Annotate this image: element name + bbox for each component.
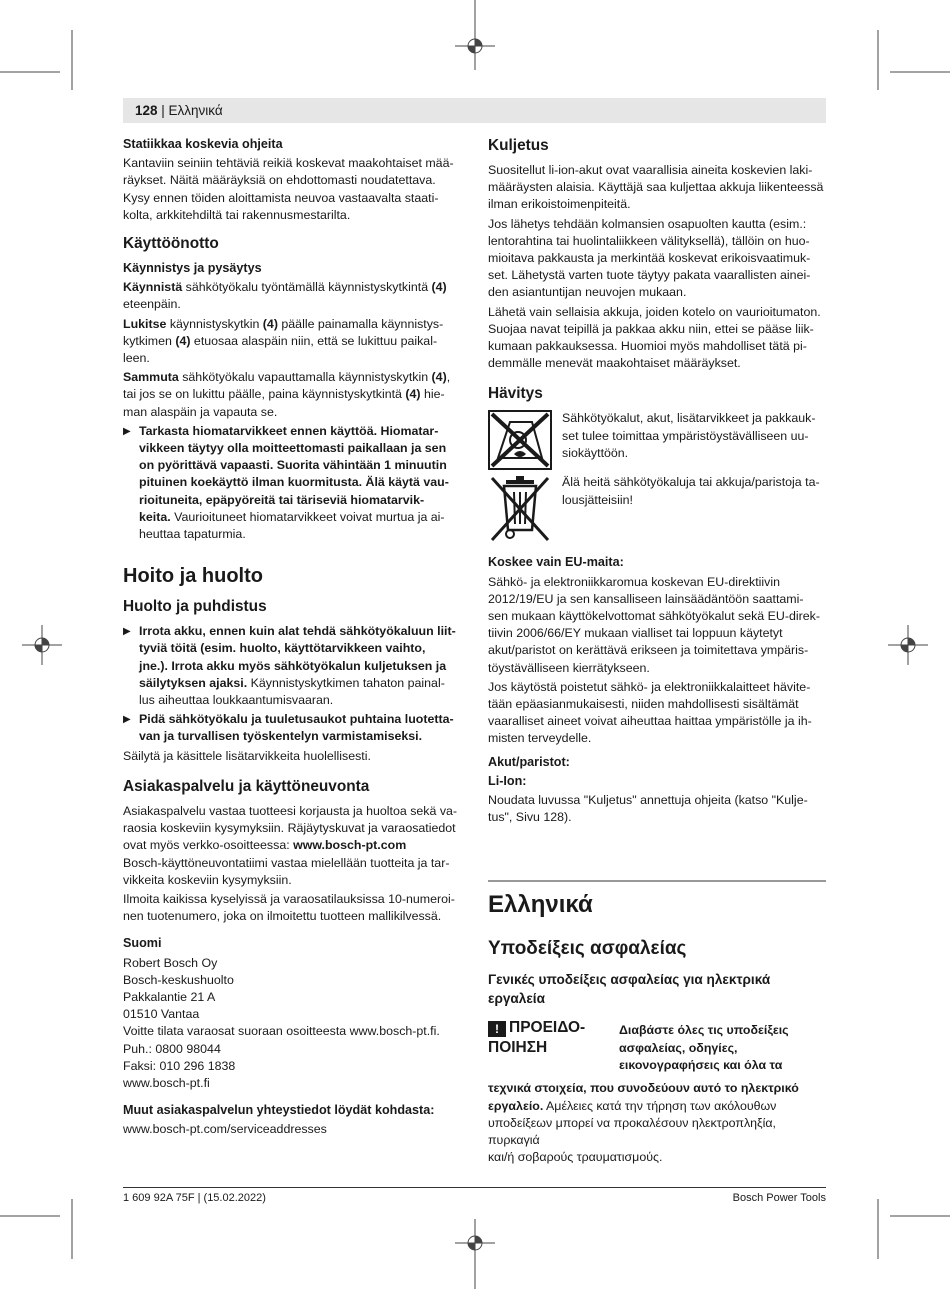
liion-text: Noudata luvussa "Kuljetus" annettuja ohjeita (katso "Kulje- tus", Sivu 128). — [488, 793, 808, 825]
crossed-wheelie-bin-icon — [488, 474, 552, 544]
maintenance-title: Huolto ja puhdistus — [123, 598, 267, 616]
more-contacts-title: Muut asiakaspalvelun yhteystiedot löydät kohdasta: — [123, 1103, 435, 1118]
bullet-arrow-icon: ▶ — [123, 714, 131, 726]
footer-doc-id: 1 609 92A 75F | (15.02.2022) — [123, 1192, 266, 1204]
header-separator: | — [157, 103, 169, 118]
page-number: 128 — [135, 103, 158, 118]
more-contacts-url[interactable]: www.bosch-pt.com/serviceaddresses — [123, 1122, 327, 1137]
website-link[interactable]: www.bosch-pt.fi — [123, 1075, 210, 1090]
warning-text-continuation: τεχνικά στοιχεία, που συνοδεύουν αυτό το ηλεκτρικό εργαλείο. Αμέλειες κατά την τήρηση των ακόλουθων υποδείξεων μπορεί να προκαλέσουν ηλεκτροπληξία, πυρκαγιά και/ή σοβαρούς τραυματισμούς. — [488, 1081, 799, 1165]
address-block: Robert Bosch Oy Bosch-keskushuolto Pakkalantie 21 A 01510 Vantaa Voitte tilata varaosat suoraan osoitteesta www.bosch-pt.fi. Puh.: 0800 98044 Faksi: 010 296 1838 www.bosch-pt.fi — [123, 955, 440, 1090]
batteries-title: Akut/paristot: — [488, 754, 570, 769]
section-divider — [488, 880, 826, 882]
store-text: Säilytä ja käsittele lisätarvikkeita huolellisesti. — [123, 748, 371, 763]
warning-block — [488, 1018, 826, 1080]
bullet-arrow-icon: ▶ — [123, 626, 131, 638]
disposal-text-1: Sähkötyökalut, akut, lisätarvikkeet ja pakkauk- set tulee toimittaa ympäristöystävälliseen uu- siokäyttöön. — [562, 411, 816, 460]
liion-title: Li-Ion: — [488, 773, 527, 788]
country-title: Suomi — [123, 936, 162, 951]
start-text: Käynnistä sähkötyökalu työntämällä käynnistyskytkintä (4) eteenpäin. — [123, 280, 447, 312]
disposal-recycle — [488, 410, 826, 470]
eu-text-2: Jos käytöstä poistetut sähkö- ja elektroniikkalaitteet hävite- tään epäasianmukaisesti, niiden mahdollisesti sisältämät vaaralliset aineet voivat aiheuttaa haittaa ympäristölle ja ih- misten terveydelle. — [488, 679, 812, 746]
greek-safety-title: Υποδείξεις ασφαλείας — [488, 938, 687, 960]
disposal-text-2: Älä heitä sähkötyökaluja tai akkuja/paristoja ta- lousjätteisiin! — [562, 475, 820, 507]
lock-text: Lukitse käynnistyskytkin (4) päälle painamalla käynnistys- kytkimen (4) etuosaa alaspäin niin, että se lukittuu paikal- leen. — [123, 316, 444, 366]
check-accessories-bullet: ▶ Tarkasta hiomatarvikkeet ennen käyttöä. Hiomatar- vikkeen täytyy olla moitteettomasti paikallaan ja sen on pyörittävä vapaasti. Suorita vähintään 1 minuutin pituinen koekäyttö ilman kuormitusta. Älä käytä vau- rioituneita, epäpyöreitä tai täriseviä hiomatarvik- keita. Vaurioituneet hiomatarvikkeet voivat murtua ja ai- heuttaa tapaturmia. — [123, 423, 449, 542]
footer-brand: Bosch Power Tools — [732, 1192, 826, 1204]
left-column — [123, 136, 461, 1141]
transport-text-3: Lähetä vain sellaisia akkuja, joiden kotelo on vaurioitumaton. Suojaa navat teipillä ja pakkaa akku niin, ettei se pääse liik- kumaan pakkauksessa. Huomioi myös mahdolliset tätä pi- demmälle menevät maakohtaiset määräykset. — [488, 304, 821, 371]
disposal-title: Hävitys — [488, 385, 543, 403]
warning-label: ! ΠΡΟΕΙΔΟ- ΠΟΙΗΣΗ — [488, 1019, 586, 1057]
transport-text-1: Suositellut li-ion-akut ovat vaarallisia aineita koskevien laki- määräysten alaisia. Käyttäjä saa kuljettaa akkuja liikenteessä ilman erikoistoimenpiteitä. — [488, 163, 824, 212]
remove-battery-bullet: ▶ Irrota akku, ennen kuin alat tehdä sähkötyökaluun liit- tyviä töitä (esim. huolto, käyttötarvikkeen vaihto, jne.). Irrota akku myös sähkötyökalun kuljetuksen ja säilytyksen ajaksi. Käynnistyskytkimen tahaton painal- lus aiheuttaa loukkaantumisvaaran. — [123, 624, 456, 708]
page-header-bar — [123, 98, 826, 123]
care-title: Hoito ja huolto — [123, 565, 263, 588]
right-column — [488, 136, 826, 1169]
stop-text: Sammuta sähkötyökalu vapauttamalla käynnistyskytkin (4), tai jos se on lukittu päälle, paina käynnistyskytkintä (4) hie- man alaspäin ja vapauta se. — [123, 370, 451, 419]
eu-title: Koskee vain EU-maita: — [488, 555, 624, 570]
service-title: Asiakaspalvelu ja käyttöneuvonta — [123, 777, 370, 795]
keep-clean-bullet: ▶ Pidä sähkötyökalu ja tuuletusaukot puhtaina luotetta- van ja turvallisen työskentelyn varmistamiseksi. — [123, 712, 454, 744]
start-stop-title: Käynnistys ja pysäytys — [123, 261, 262, 276]
no-trash-recycle-icon — [488, 410, 552, 470]
footer-rule — [123, 1187, 826, 1188]
warning-triangle-icon: ! — [488, 1021, 506, 1037]
header-language: Ελληνικά — [168, 103, 223, 118]
greek-general-title: Γενικές υποδείξεις ασφαλείας για ηλεκτρικά εργαλεία — [488, 972, 771, 1007]
bullet-arrow-icon: ▶ — [123, 425, 131, 437]
statics-text: Kantaviin seiniin tehtäviä reikiä koskevat maakohtaiset mää- räykset. Näitä määräyksiä on ehdottomasti noudatettava. Kysy ennen töiden aloittamista neuvoa vastaavalta staati- kolta, arkkitehdiltä tai rakennusmestarilta. — [123, 156, 454, 222]
eu-text-1: Sähkö- ja elektroniikkaromua koskevan EU-direktiivin 2012/19/EU ja sen kansalliseen lainsäädäntöön saattami- sen mukaan käyttökelvottomat sähkötyökalut sekä EU-direk- tiivin 2006/66/EY mukaan vialliset tai loppuun käytetyt akut/paristot on kerättävä erikseen ja toimitettava ympäris- töystävälliseen kierrätykseen. — [488, 574, 820, 675]
page-header — [135, 102, 223, 120]
transport-title: Kuljetus — [488, 137, 549, 154]
service-text-order: Ilmoita kaikissa kyselyissä ja varaosatilauksissa 10-numeroi- nen tuotenumero, joka on ilmoitettu tuotteen mallikilvessä. — [123, 891, 455, 924]
statics-title: Statiikkaa koskevia ohjeita — [123, 137, 283, 151]
transport-text-2: Jos lähetys tehdään kolmansien osapuolten kautta (esim.: lentorahtina tai huolintaliikkeen välityksellä), tällöin on huo- mioitava pakkausta ja merkintää koskevat erikoisvaatimuk- set. Lähetystä varten tuote täytyy pakata vaarallisten ainei- den asiantuntijan neuvojen mukaan. — [488, 216, 811, 300]
service-text: Asiakaspalvelu vastaa tuotteesi korjausta ja huoltoa sekä va- raosia koskeviin kysymyksiin. Räjäytyskuvat ja varaosatiedot ovat myös verkko-osoitteessa: www.bosch-pt.com Bosch-käyttöneuvontatiimi vastaa mielellään tuotteita ja tar- vikkeita koskeviin kysymyksiin. — [123, 803, 458, 887]
kayttoonotto-title: Käyttöönotto — [123, 235, 219, 253]
disposal-bin — [488, 474, 826, 544]
service-url-link[interactable]: www.bosch-pt.com — [293, 838, 407, 853]
warning-text-right: Διαβάστε όλες τις υποδείξεις ασφαλείας, οδηγίες, εικονογραφήσεις και όλα τα — [619, 1023, 789, 1072]
greek-section-title: Ελληνικά — [488, 891, 593, 919]
